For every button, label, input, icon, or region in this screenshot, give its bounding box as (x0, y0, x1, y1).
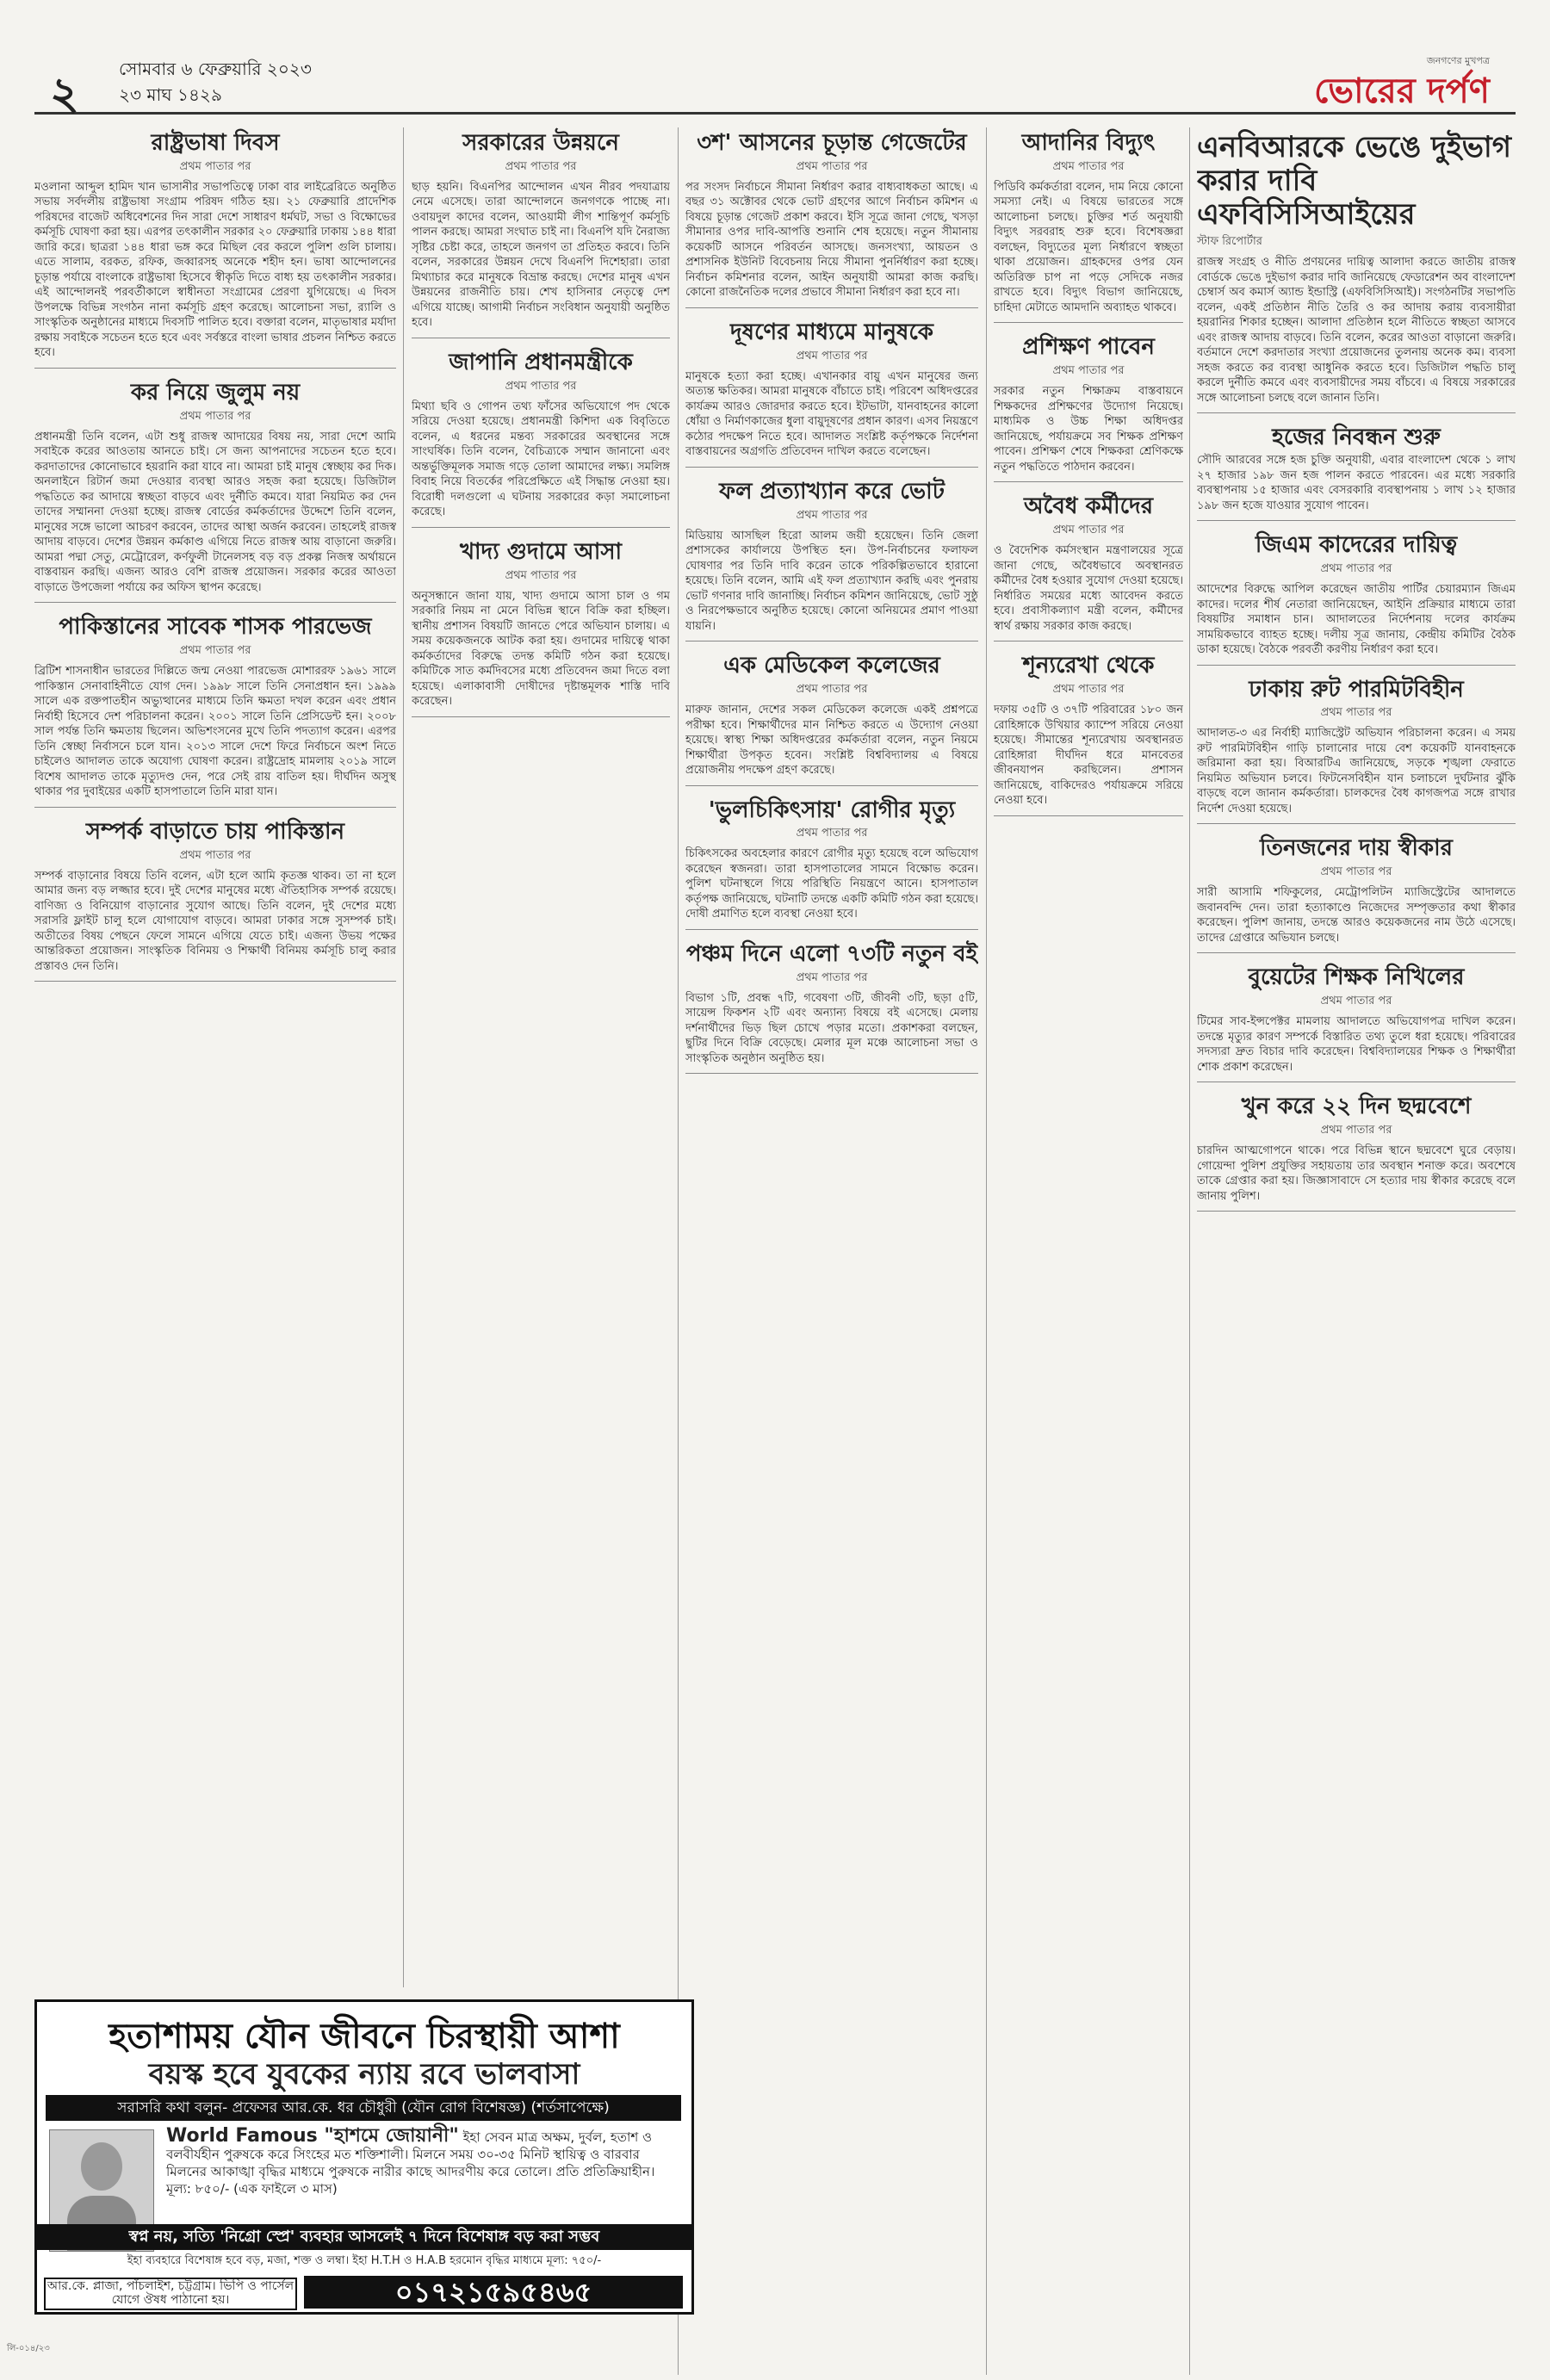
date-line: সোমবার ৬ ফেব্রুয়ারি ২০২৩ (119, 59, 312, 79)
article-divider (1197, 412, 1516, 413)
article-headline: পাকিস্তানের সাবেক শাসক পারভেজ (59, 614, 372, 641)
article-headline: জিএম কাদেরের দায়িত্ব (1255, 532, 1458, 559)
article-divider (1197, 1211, 1516, 1212)
article-divider (1197, 952, 1516, 953)
article-headline: অবৈধ কর্মীদের (1023, 493, 1153, 520)
article (685, 654, 978, 785)
article-continuation: প্রথম পাতার পর (1320, 995, 1392, 1008)
article-continuation: প্রথম পাতার পর (1320, 706, 1392, 720)
article-body: আদেশের বিরুদ্ধে আপিল করেছেন জাতীয় পার্টির চেয়ারম্যান জিএম কাদের। দলের শীর্ষ নেতারা জানিয়েছেন, আইনি প্রক্রিয়ার মাধ্যমে তারা বিষয়টির সমাধান চান। আদালতের নির্দেশনায় দলের কার্যক্রম সাময়িকভাবে ব্যাহত হচ্ছে। দলীয় সূত্র জানায়, কেন্দ্রীয় কমিটির বৈঠক ডাকা হয়েছে। বৈঠকে পরবর্তী করণীয় নির্ধারণ করা হবে। (1197, 583, 1516, 657)
article-headline: কর নিয়ে জুলুম নয় (130, 379, 301, 406)
article-body: আদালত-৩ এর নির্বাহী ম্যাজিস্ট্রেট অভিযান পরিচালনা করেন। এ সময় রুট পারমিটবিহীন গাড়ি চালানোর দায়ে বেশ কয়েকটি যানবাহনকে জরিমানা করা হয়। বিআরটিএ জানিয়েছে, সড়কে শৃঙ্খলা ফেরাতে নিয়মিত অভিযান চলবে। ফিটনেসবিহীন যান চলাচলে দুর্ঘটনার ঝুঁকি বাড়ছে বলে জানান কর্মকর্তারা। চালকদের বৈধ কাগজপত্র সঙ্গে রাখার নির্দেশ দেওয়া হয়েছে। (1197, 727, 1516, 815)
column-3 (685, 127, 978, 1086)
article-headline: হজের নিবন্ধন শুরু (1272, 425, 1441, 451)
article-divider (994, 815, 1183, 816)
column-5 (1197, 127, 1516, 1224)
article-body: ছাড় হয়নি। বিএনপির আন্দোলন এখন নীরব পদযাত্রায় নেমে এসেছে। তারা আন্দোলনে জনগণকে পাচ্ছে না। ওবায়দুল কাদের বলেন, আওয়ামী লীগ শান্তিপূর্ণ কর্মসূচি পালন করছে। আমরা সংঘাত চাই না। বিএনপি যদি নৈরাজ্য সৃষ্টির চেষ্টা করে, তাহলে জনগণ তা প্রতিহত করবে। তিনি বলেন, সরকারের উন্নয়ন দেখে বিএনপি দিশেহারা। তারা মিথ্যাচার করে মানুষকে বিভ্রান্ত করছে। দেশের মানুষ এখন উন্নয়নের রাজনীতি চায়। শেখ হাসিনার নেতৃত্বে দেশ এগিয়ে যাচ্ছে। আগামী নির্বাচন সংবিধান অনুযায়ী অনুষ্ঠিত হবে। (412, 180, 670, 330)
article-headline: তিনজনের দায় স্বীকার (1260, 835, 1453, 862)
article-headline: খাদ্য গুদামে আসা (459, 538, 623, 565)
article (1197, 425, 1516, 521)
article-body: চিকিৎসকের অবহেলার কারণে রোগীর মৃত্যু হয়েছে বলে অভিযোগ করেছেন স্বজনরা। তারা হাসপাতালের সামনে বিক্ষোভ করেন। পুলিশ ঘটনাস্থলে গিয়ে পরিস্থিতি নিয়ন্ত্রণে আনে। হাসপাতাল কর্তৃপক্ষ জানিয়েছে, ঘটনাটি তদন্তে একটি কমিটি গঠন করা হয়েছে। দোষী প্রমাণিত হলে ব্যবস্থা নেওয়া হবে। (685, 847, 978, 921)
article (685, 320, 978, 468)
article-body: রাজস্ব সংগ্রহ ও নীতি প্রণয়নের দায়িত্ব আলাদা করতে জাতীয় রাজস্ব বোর্ডকে ভেঙে দুইভাগ করার দাবি জানিয়েছে ফেডারেশন অব বাংলাদেশ চেম্বার্স অব কমার্স অ্যান্ড ইন্ডাস্ট্রি (এফবিসিসিআই)। সংগঠনটির সভাপতি বলেন, একই প্রতিষ্ঠান নীতি তৈরি ও কর আদায় করায় ব্যবসায়ীরা হয়রানির শিকার হচ্ছেন। আলাদা প্রতিষ্ঠান হলে নীতিতে স্বচ্ছতা আসবে এবং রাজস্ব আদায় বাড়বে। তিনি বলেন, করের আওতা বাড়ানো জরুরি। বর্তমানে দেশে করদাতার সংখ্যা প্রয়োজনের তুলনায় অনেক কম। ব্যবসা সহজ করতে কর ব্যবস্থা আধুনিক করতে হবে। ডিজিটাল পদ্ধতি চালু করলে দুর্নীতি কমবে এবং ব্যবসায়ীদের সময় বাঁচবে। এ বিষয়ে সরকারের সঙ্গে আলোচনা চলছে বলে জানান তিনি। (1197, 256, 1516, 405)
article (685, 942, 978, 1074)
article-headline: ৩শ' আসনের চূড়ান্ত গেজেটের (697, 130, 967, 156)
article-continuation: প্রথম পাতার পর (796, 349, 868, 363)
article (685, 798, 978, 930)
article-continuation: প্রথম পাতার পর (1052, 364, 1125, 378)
article (685, 480, 978, 641)
article-continuation: প্রথম পাতার পর (1052, 683, 1125, 697)
article-body: পিডিবি কর্মকর্তারা বলেন, দাম নিয়ে কোনো সমস্যা নেই। এ বিষয়ে ভারতের সঙ্গে আলোচনা চলছে। চুক্তির শর্ত অনুযায়ী বিদ্যুৎ সরবরাহ শুরু হবে। বিশেষজ্ঞরা বলছেন, বিদ্যুতের মূল্য নির্ধারণে স্বচ্ছতা থাকা প্রয়োজন। গ্রাহকদের ওপর যেন অতিরিক্ত চাপ না পড়ে সেদিকে নজর রাখতে হবে। বিদ্যুৎ বিভাগ জানিয়েছে, চাহিদা মেটাতে আমদানি অব্যাহত থাকবে। (994, 180, 1183, 314)
article-divider (34, 981, 396, 982)
article-continuation: স্টাফ রিপোর্টার (1197, 235, 1262, 249)
article-headline: বুয়েটের শিক্ষক নিখিলের (1248, 964, 1465, 991)
article-headline: এক মেডিকেল কলেজের (723, 653, 940, 679)
article-divider (994, 481, 1183, 482)
article-divider (412, 716, 670, 717)
article-divider (412, 527, 670, 528)
article-continuation: প্রথম পাতার পর (1320, 1124, 1392, 1137)
article-headline: সম্পর্ক বাড়াতে চায় পাকিস্তান (85, 818, 345, 845)
article-body: পর সংসদ নির্বাচনে সীমানা নির্ধারণ করার বাধ্যবাধকতা আছে। এ বছর ৩১ অক্টোবর থেকে ভোট গ্রহণের আগে নির্বাচন কমিশন এ বিষয়ে চূড়ান্ত গেজেট প্রকাশ করবে। ইসি সূত্রে জানা গেছে, খসড়া সীমানার ওপর দাবি-আপত্তি শুনানি শেষ হয়েছে। নতুন সীমানায় কয়েকটি আসনে পরিবর্তন আসছে। জনসংখ্যা, আয়তন ও প্রশাসনিক ইউনিট বিবেচনায় নিয়ে সীমানা পুনর্নির্ধারণ করা হচ্ছে। নির্বাচন কমিশনার বলেন, আইন অনুযায়ী আমরা কাজ করছি। কোনো রাজনৈতিক দলের প্রভাবে সীমানা নির্ধারণ করা হবে না। (685, 180, 978, 300)
article (34, 131, 396, 369)
page-header (34, 52, 1516, 120)
side-code: লি-০১৪/২৩ (7, 2344, 50, 2353)
advertisement (34, 1999, 694, 2315)
article (412, 131, 670, 338)
article-continuation: প্রথম পাতার পর (796, 159, 868, 173)
article (412, 540, 670, 717)
logo-tagline: জনগণের মুখপত্র (1426, 55, 1490, 66)
article-continuation: প্রথম পাতার পর (505, 568, 577, 582)
column-2 (412, 127, 670, 729)
article-divider (1197, 520, 1516, 521)
article-divider (685, 785, 978, 786)
article-continuation: প্রথম পাতার পর (1320, 865, 1392, 879)
article-body: মারুফ জানান, দেশের সকল মেডিকেল কলেজে একই প্রশ্নপত্রে পরীক্ষা হবে। শিক্ষার্থীদের মান নিশ্চিত করতে এ উদ্যোগ নেওয়া হয়েছে। স্বাস্থ্য শিক্ষা অধিদপ্তরের কর্মকর্তারা বলেন, নতুন নিয়মে শিক্ষার্থীরা উপকৃত হবেন। সংশ্লিষ্ট বিশ্ববিদ্যালয় এ বিষয়ে প্রয়োজনীয় পদক্ষেপ গ্রহণ করেছে। (685, 703, 978, 778)
article-headline: রাষ্ট্রভাষা দিবস (151, 130, 280, 156)
article (994, 335, 1183, 482)
ad-strip: স্বপ্ন নয়, সত্যি 'নিগ্রো স্প্রে' ব্যবহার আসলেই ৭ দিনে বিশেষাঙ্গ বড় করা সম্ভব (37, 2224, 691, 2250)
article (1197, 533, 1516, 665)
article (1197, 678, 1516, 825)
article (1197, 965, 1516, 1082)
article-continuation: প্রথম পাতার পর (179, 409, 251, 423)
article-body: মিডিয়ায় আসছিল হিরো আলম জয়ী হয়েছেন। তিনি জেলা প্রশাসকের কার্যালয়ে উপস্থিত হন। উপ-নির্বাচনের ফলাফল ঘোষণার পর তিনি দাবি করেন তাকে পরিকল্পিতভাবে হারানো হয়েছে। তিনি বলেন, আমি এই ফল প্রত্যাখ্যান করছি এবং পুনরায় ভোট গণনার দাবি জানাচ্ছি। নির্বাচন কমিশন জানিয়েছে, ভোট সুষ্ঠু ও নিরপেক্ষভাবে অনুষ্ঠিত হয়েছে। কোনো অনিয়মের প্রমাণ পাওয়া যায়নি। (685, 529, 978, 633)
article-headline: আদানির বিদ্যুৎ (1021, 130, 1156, 156)
article-body: দফায় ৩৫টি ও ৩৭টি পরিবারের ১৮০ জন রোহিঙ্গাকে উখিয়ার ক্যাম্পে সরিয়ে নেওয়া হয়েছে। সীমান্তের শূন্যরেখায় অবস্থানরত রোহিঙ্গারা দীর্ঘদিন ধরে মানবেতর জীবনযাপন করছিলেন। প্রশাসন জানিয়েছে, বাকিদেরও পর্যায়ক্রমে সরিয়ে নেওয়া হবে। (994, 703, 1183, 808)
article-headline: ঢাকায় রুট পারমিটবিহীন (1249, 676, 1464, 703)
bangla-date-line: ২৩ মাঘ ১৪২৯ (119, 84, 222, 105)
article-body: অনুসন্ধানে জানা যায়, খাদ্য গুদামে আসা চাল ও গম সরকারি নিয়ম না মেনে বিভিন্ন স্থানে বিক্রি করা হচ্ছিল। স্থানীয় প্রশাসন বিষয়টি জানতে পেরে অভিযান চালায়। এ সময় কয়েকজনকে আটক করা হয়। গুদামের দায়িত্বে থাকা কর্মকর্তাদের বিরুদ্ধে তদন্ত কমিটি গঠন করা হয়েছে। কমিটিকে সাত কর্মদিবসের মধ্যে প্রতিবেদন জমা দিতে বলা হয়েছে। এলাকাবাসী দোষীদের দৃষ্টান্তমূলক শাস্তি দাবি করেছেন। (412, 589, 670, 709)
article (34, 615, 396, 807)
column-divider (403, 127, 404, 1987)
article-headline: প্রশিক্ষণ পাবেন (1022, 334, 1155, 361)
article-continuation: প্রথম পাতার পর (1052, 524, 1125, 537)
ad-description: ইহা সেবন মাত্র অক্ষম, দুর্বল, হতাশ ও বলবীর্যহীন পুরুষকে করে সিংহের মত শক্তিশালী। মিলনে সময় ৩০-৩৫ মিনিট স্থায়িত্ব ও বারবার মিলনের আকাঙ্খা বৃদ্ধির মাধ্যমে পুরুষকে নারীর কাছে আদরণীয় করে তোলে। প্রতি প্রতিক্রিয়াহীন। মূল্য: ৮৫০/- (এক ফাইলে ৩ মাস) (166, 2129, 655, 2197)
article (685, 131, 978, 308)
column-divider (1189, 127, 1190, 2375)
article-continuation: প্রথম পাতার পর (796, 683, 868, 697)
article (412, 350, 670, 528)
article-continuation: প্রথম পাতার পর (505, 379, 577, 393)
article-continuation: প্রথম পাতার পর (179, 848, 251, 862)
article-body: সরকার নতুন শিক্ষাক্রম বাস্তবায়নে শিক্ষকদের প্রশিক্ষণের উদ্যোগ নিয়েছে। মাধ্যমিক ও উচ্চ শিক্ষা অধিদপ্তর জানিয়েছে, পর্যায়ক্রমে সব শিক্ষক প্রশিক্ষণ পাবেন। প্রশিক্ষণ শেষে শিক্ষকরা শ্রেণিকক্ষে নতুন পদ্ধতিতে পাঠদান করবেন। (994, 385, 1183, 474)
article-body: প্রধানমন্ত্রী তিনি বলেন, এটা শুধু রাজস্ব আদায়ের বিষয় নয়, সারা দেশে আমি সবাইকে করের আওতায় আনতে চাই। সে জন্য আপনাদের সচেতন হতে হবে। করদাতাদের কোনোভাবে হয়রানি করা যাবে না। আমরা চাই মানুষ স্বেচ্ছায় কর দিক। অনলাইনে রিটার্ন জমা দেওয়ার ব্যবস্থা আরও সহজ করা হয়েছে। ডিজিটাল পদ্ধতিতে কর আদায়ে স্বচ্ছতা বাড়বে এবং দুর্নীতি কমবে। যারা নিয়মিত কর দেন তাদের সম্মাননা দেওয়া হচ্ছে। রাজস্ব বোর্ডের কর্মকর্তাদের উদ্দেশে তিনি বলেন, মানুষের সঙ্গে ভালো আচরণ করবেন, তাদের আস্থা অর্জন করবেন। তাহলেই রাজস্ব আদায় বাড়বে। দেশের উন্নয়ন কর্মকাণ্ড এগিয়ে নিতে রাজস্ব আয় বাড়ানো জরুরি। আমরা পদ্মা সেতু, মেট্রোরেল, কর্ণফুলী টানেলসহ বড় বড় প্রকল্প নিজস্ব অর্থায়নে বাস্তবায়ন করছি। এজন্য আরও বেশি রাজস্ব প্রয়োজন। সরকার করের আওতা বাড়াতে উপজেলা পর্যায়ে কর অফিস স্থাপন করেছে। (34, 430, 396, 594)
article-continuation: প্রথম পাতার পর (179, 644, 251, 658)
article (994, 494, 1183, 641)
article-continuation: প্রথম পাতার পর (796, 970, 868, 984)
ad-body (166, 2125, 674, 2197)
article-divider (1197, 665, 1516, 666)
newspaper-logo: ভোরের দর্পণ (1314, 71, 1490, 111)
article-headline: জাপানি প্রধানমন্ত্রীকে (449, 349, 633, 375)
article (1197, 836, 1516, 953)
ad-small-text: ইহা ব্যবহারে বিশেষাঙ্গ হবে বড়, মজা, শক্ত ও লম্বা। ইহা H.T.H ও H.A.B হরমোন বৃদ্ধির মাধ্যমে মূল্য: ৭৫০/- (127, 2254, 602, 2267)
ad-subheadline: বয়স্ক হবে যুবকের ন্যায় রবে ভালবাসা (148, 2057, 580, 2092)
article-divider (1197, 823, 1516, 824)
article-body: সৌদি আরবের সঙ্গে হজ চুক্তি অনুযায়ী, এবার বাংলাদেশ থেকে ১ লাখ ২৭ হাজার ১৯৮ জন হজ পালন করতে পারবেন। এর মধ্যে সরকারি ব্যবস্থাপনায় ১৫ হাজার এবং বেসরকারি ব্যবস্থাপনায় ১ লাখ ১২ হাজার ১৯৮ জন হজে যাওয়ার সুযোগ পাবেন। (1197, 454, 1516, 512)
article (994, 131, 1183, 323)
article-divider (685, 1073, 978, 1074)
article-divider (994, 322, 1183, 323)
column-4 (994, 127, 1183, 828)
article-body: মওলানা আব্দুল হামিদ খান ভাসানীর সভাপতিত্বে ঢাকা বার লাইব্রেরিতে অনুষ্ঠিত সভায় সর্বদলীয় রাষ্ট্রভাষা সংগ্রাম পরিষদ গঠিত হয়। ২১ ফেব্রুয়ারি প্রাদেশিক পরিষদের বাজেট অধিবেশনের দিন সারা দেশে সাধারণ ধর্মঘট, সভা ও বিক্ষোভের কর্মসূচি ঘোষণা করা হয়। এরপর তৎকালীন সরকার ২০ ফেব্রুয়ারি ঢাকায় ১৪৪ ধারা জারি করে। ছাত্ররা ১৪৪ ধারা ভঙ্গ করে মিছিল বের করলে পুলিশ গুলি চালায়। এতে সালাম, বরকত, রফিক, জব্বারসহ অনেকে শহীদ হন। ভাষা আন্দোলনের চূড়ান্ত পর্যায়ে বাংলাকে রাষ্ট্রভাষা হিসেবে স্বীকৃতি দিতে বাধ্য হয় তৎকালীন সরকার। এই আন্দোলনই পরবর্তীকালে স্বাধীনতা সংগ্রামের প্রেরণা যুগিয়েছে। এ দিবস উপলক্ষে বিভিন্ন সংগঠন নানা কর্মসূচি গ্রহণ করেছে। আলোচনা সভা, র‌্যালি ও সাংস্কৃতিক অনুষ্ঠানের মাধ্যমে দিবসটি পালিত হবে। বক্তারা বলেন, মাতৃভাষার মর্যাদা রক্ষায় সবাইকে সচেতন হতে হবে এবং সর্বস্তরে বাংলা ভাষার প্রচলন নিশ্চিত করতে হবে। (34, 180, 396, 360)
article-divider (685, 929, 978, 930)
article-body: চারদিন আত্মগোপনে থাকে। পরে বিভিন্ন স্থানে ছদ্মবেশে ঘুরে বেড়ায়। গোয়েন্দা পুলিশ প্রযুক্তির সহায়তায় তার অবস্থান শনাক্ত করে। অবশেষে তাকে গ্রেপ্তার করা হয়। জিজ্ঞাসাবাদে সে হত্যার দায় স্বীকার করেছে বলে জানায় পুলিশ। (1197, 1144, 1516, 1203)
article-body: টিমের সাব-ইন্সপেক্টর মামলায় আদালতে অভিযোগপত্র দাখিল করেন। তদন্তে মৃত্যুর কারণ সম্পর্কে বিস্তারিত তথ্য তুলে ধরা হয়েছে। পরিবারের সদস্যরা দ্রুত বিচার দাবি করেছেন। বিশ্ববিদ্যালয়ের শিক্ষক ও শিক্ষার্থীরা শোক প্রকাশ করেছেন। (1197, 1015, 1516, 1074)
article (994, 654, 1183, 815)
column-divider (986, 127, 987, 2375)
column-1 (34, 127, 396, 994)
article-continuation: প্রথম পাতার পর (179, 159, 251, 173)
article-divider (34, 368, 396, 369)
article-body: বিভাগ ১টি, প্রবন্ধ ৭টি, গবেষণা ৩টি, জীবনী ৩টি, ছড়া ৫টি, সায়েন্স ফিকশন ২টি এবং অন্যান্য বিষয়ে বই এসেছে। মেলায় দর্শনার্থীদের ভিড় ছিল চোখে পড়ার মতো। প্রকাশকরা বলছেন, ছুটির দিনে বিক্রি বেড়েছে। মেলার মূল মঞ্চে আলোচনা সভা ও সাংস্কৃতিক অনুষ্ঠান অনুষ্ঠিত হয়। (685, 991, 978, 1065)
article-headline: সরকারের উন্নয়নে (462, 130, 619, 156)
article-continuation: প্রথম পাতার পর (1052, 159, 1125, 173)
ad-address: আর.কে. প্লাজা, পাঁচলাইশ, চট্টগ্রাম। ভিপি ও পার্সেল যোগে ঔষধ পাঠানো হয়। (44, 2278, 297, 2310)
article-divider (34, 602, 396, 603)
article-body: মানুষকে হত্যা করা হচ্ছে। এখানকার বায়ু এখন মানুষের জন্য অত্যন্ত ক্ষতিকর। আমরা মানুষকে বাঁচাতে চাই। পরিবেশ অধিদপ্তরের কার্যক্রম আরও জোরদার করতে হবে। ইটভাটা, যানবাহনের কালো ধোঁয়া ও নির্মাণকাজের ধুলা বায়ুদূষণের প্রধান কারণ। এসব নিয়ন্ত্রণে কঠোর পদক্ষেপ নিতে হবে। আদালত সংশ্লিষ্ট কর্তৃপক্ষকে নির্দেশনা বাস্তবায়নের অগ্রগতি প্রতিবেদন দাখিল করতে বলেছেন। (685, 369, 978, 459)
article-divider (685, 467, 978, 468)
article-headline: এনবিআরকে ভেঙে দুইভাগ করার দাবি এফবিসিসিআইয়ের (1197, 130, 1512, 232)
article (1197, 131, 1516, 413)
article-headline: পঞ্চম দিনে এলো ৭৩টি নতুন বই (685, 940, 978, 967)
article-headline: দূষণের মাধ্যমে মানুষকে (729, 319, 933, 345)
article-divider (34, 807, 396, 808)
article-continuation: প্রথম পাতার পর (796, 827, 868, 840)
article-headline: ফল প্রত্যাখ্যান করে ভোট (719, 478, 945, 505)
article (1197, 1094, 1516, 1212)
article (34, 381, 396, 603)
article-headline: শূন্যরেখা থেকে (1022, 653, 1155, 679)
article (34, 820, 396, 982)
article-body: সারী আসামি শফিকুলের, মেট্রোপলিটন ম্যাজিস্ট্রেটের আদালতে জবানবন্দি দেন। তারা হত্যাকাণ্ডে নিজেদের সম্পৃক্ততার কথা স্বীকার করেছেন। পুলিশ জানায়, তদন্তে আরও কয়েকজনের নাম উঠে এসেছে। তাদের গ্রেপ্তারে অভিযান চলছে। (1197, 886, 1516, 945)
article-continuation: প্রথম পাতার পর (505, 159, 577, 173)
article-body: ব্রিটিশ শাসনাধীন ভারতের দিল্লিতে জন্ম নেওয়া পারভেজ মোশাররফ ১৯৬১ সালে পাকিস্তান সেনাবাহিনীতে যোগ দেন। ১৯৯৮ সালে তিনি সেনাপ্রধান হন। ১৯৯৯ সালে এক রক্তপাতহীন অভ্যুত্থানের মাধ্যমে তিনি ক্ষমতা দখল করেন এবং প্রধান নির্বাহী হিসেবে দেশ পরিচালনা করেন। ২০০১ সালে তিনি প্রেসিডেন্ট হন। ২০০৮ সাল পর্যন্ত তিনি ক্ষমতায় ছিলেন। অভিশংসনের মুখে তিনি পদত্যাগ করেন। এরপর তিনি স্বেচ্ছা নির্বাসনে চলে যান। ২০১৩ সালে দেশে ফিরে নির্বাচনে অংশ নিতে চাইলেও আদালত তাকে অযোগ্য ঘোষণা করেন। রাষ্ট্রদ্রোহ মামলায় ২০১৯ সালে বিশেষ আদালত তাকে মৃত্যুদণ্ড দেন, পরে সেই রায় বাতিল হয়। দীর্ঘদিন অসুস্থ থাকার পর দুবাইয়ের একটি হাসপাতালে তিনি মারা যান। (34, 665, 396, 799)
article-continuation: প্রথম পাতার পর (796, 508, 868, 522)
article-headline: 'ভুলচিকিৎসায়' রোগীর মৃত্যু (708, 796, 956, 823)
ad-brand: World Famous "হাশমে জোয়ানী" (166, 2125, 459, 2147)
article-body: মিথ্যা ছবি ও গোপন তথ্য ফাঁসের অভিযোগে পদ থেকে সরিয়ে দেওয়া হয়েছে। প্রধানমন্ত্রী কিশিদা এক বিবৃতিতে বলেন, এ ধরনের মন্তব্য সরকারের অবস্থানের সঙ্গে সাংঘর্ষিক। তিনি বলেন, বৈচিত্র্যকে সম্মান জানানো এবং অন্তর্ভুক্তিমূলক সমাজ গড়ে তোলা আমাদের লক্ষ্য। সমলিঙ্গ বিবাহ নিয়ে বিতর্কের পরিপ্রেক্ষিতে এই সিদ্ধান্ত নেওয়া হয়। বিরোধী দলগুলো এ ঘটনায় সরকারের কড়া সমালোচনা করেছে। (412, 400, 670, 519)
ad-contact-band: সরাসরি কথা বলুন- প্রফেসর আর.কে. ধর চৌধুরী (যৌন রোগ বিশেষজ্ঞ) (শর্তসাপেক্ষে) (46, 2095, 681, 2121)
ad-headline: হতাশাময় যৌন জীবনে চিরস্থায়ী আশা (108, 2017, 620, 2056)
ad-phone: ০১৭২১৫৯৫৪৬৫ (304, 2276, 683, 2309)
article-headline: খুন করে ২২ দিন ছদ্মবেশে (1241, 1094, 1472, 1120)
article-continuation: প্রথম পাতার পর (1320, 562, 1392, 576)
article-body: ও বৈদেশিক কর্মসংস্থান মন্ত্রণালয়ের সূত্রে জানা গেছে, অবৈধভাবে অবস্থানরত কর্মীদের বৈধ হওয়ার সুযোগ দেওয়া হয়েছে। নির্ধারিত সময়ের মধ্যে আবেদন করতে হবে। প্রবাসীকল্যাণ মন্ত্রী বলেন, কর্মীদের স্বার্থ রক্ষায় সরকার কাজ করছে। (994, 544, 1183, 633)
page-number: ২ (50, 67, 79, 120)
article-body: সম্পর্ক বাড়ানোর বিষয়ে তিনি বলেন, এটা হলে আমি কৃতজ্ঞ থাকব। তা না হলে আমার জন্য বড় লজ্জার হবে। দুই দেশের মানুষের মধ্যে ঐতিহাসিক সম্পর্ক রয়েছে। বাণিজ্য ও বিনিয়োগ বাড়ানোর সুযোগ আছে। তিনি বলেন, দুই দেশের মধ্যে সরাসরি ফ্লাইট চালু হলে যোগাযোগ বাড়বে। আমরা ঢাকার সঙ্গে সুসম্পর্ক চাই। অতীতের বিষয় পেছনে ফেলে সামনে এগিয়ে যেতে চাই। এজন্য উভয় পক্ষের আন্তরিকতা প্রয়োজন। সাংস্কৃতিক বিনিময় ও শিক্ষার্থী বিনিময় কর্মসূচি চালু করার প্রস্তাবও দেন তিনি। (34, 869, 396, 973)
article-divider (685, 307, 978, 308)
